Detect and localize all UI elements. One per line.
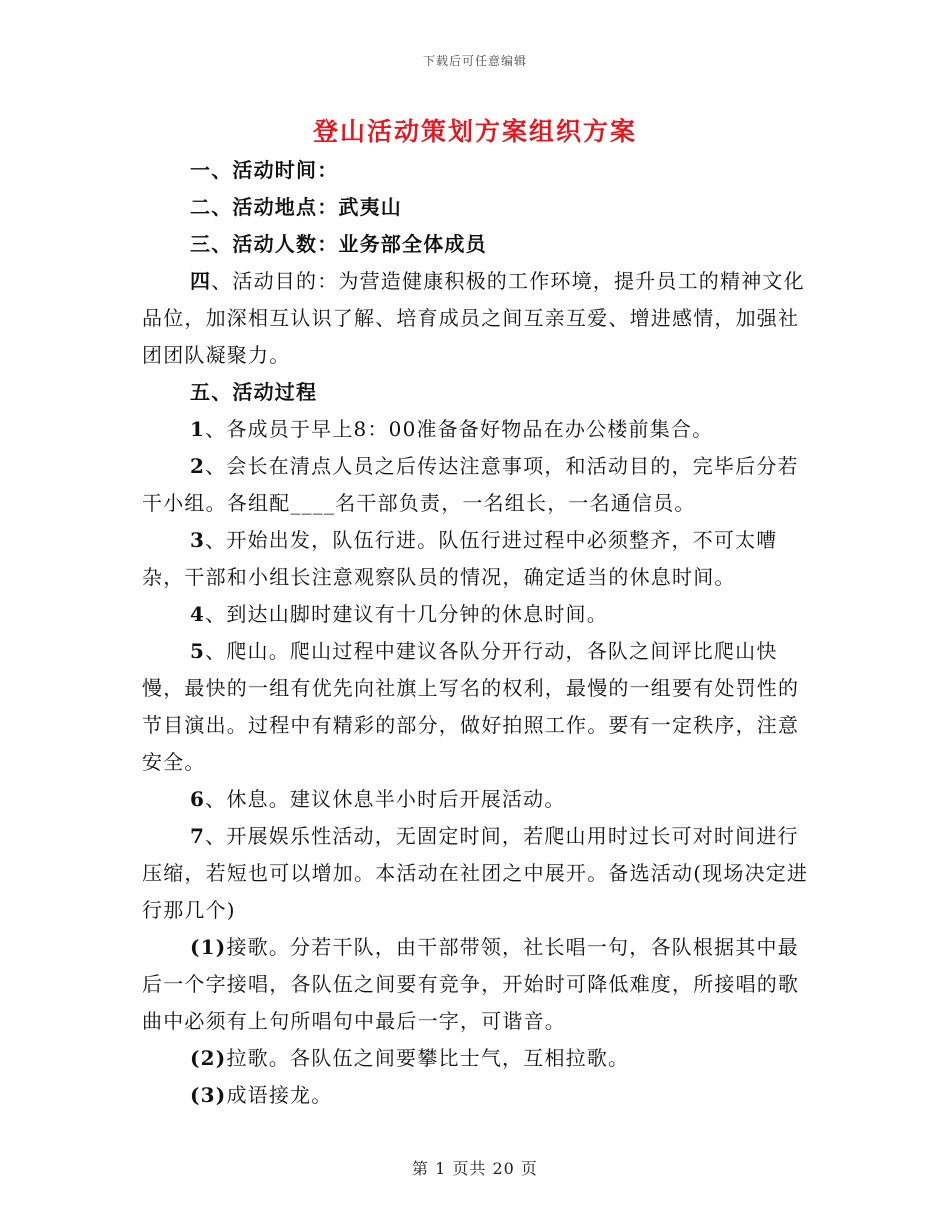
paragraph: 4、到达山脚时建议有十几分钟的休息时间。: [190, 602, 608, 626]
paragraph: 6、休息。建议休息半小时后开展活动。: [190, 787, 566, 811]
paragraph: 四、活动目的：为营造健康积极的工作环境，提升员工的精神文化品位，加深相互认识了解、培育成员之间互亲互爱、增进感情，加强社团团队凝聚力。: [142, 269, 805, 367]
paragraph: 三、活动人数：业务部全体成员: [190, 232, 487, 256]
paragraph: 5、爬山。爬山过程中建议各队分开行动，各队之间评比爬山快慢，最快的一组有优先向社旗上写名的权利，最慢的一组要有处罚性的节目演出。过程中有精彩的部分，做好拍照工作。要有一定秩序，注意安全。: [142, 639, 800, 774]
page-header: 下载后可任意编辑: [422, 54, 527, 68]
paragraph: 一、活动时间：: [190, 158, 339, 182]
paragraph: 2、会长在清点人员之后传达注意事项，和活动目的，完毕后分若干小组。各组配____名干部负责，一名组长，一名通信员。: [142, 454, 799, 515]
paragraph: (2)拉歌。各队伍之间要攀比士气，互相拉歌。: [190, 1046, 630, 1070]
document-body: [142, 152, 810, 1114]
paragraph: 五、活动过程: [190, 380, 318, 404]
paragraph: 1、各成员于早上8：00准备备好物品在办公楼前集合。: [190, 417, 714, 441]
paragraph: 7、开展娱乐性活动，无固定时间，若爬山用时过长可对时间进行压缩，若短也可以增加。本活动在社团之中展开。备选活动(现场决定进行那几个): [142, 824, 809, 922]
paragraph: 二、活动地点：武夷山: [190, 195, 402, 219]
document-title: 登山活动策划方案组织方案: [312, 117, 637, 146]
paragraph: (1)接歌。分若干队，由干部带领，社长唱一句，各队根据其中最后一个字接唱，各队伍之间要有竞争，开始时可降低难度，所接唱的歌曲中必须有上句所唱句中最后一字，可谐音。: [142, 935, 800, 1033]
paragraph: 3、开始出发，队伍行进。队伍行进过程中必须整齐，不可太嘈杂，干部和小组长注意观察队员的情况，确定适当的休息时间。: [142, 528, 778, 589]
paragraph: (3)成语接龙。: [190, 1083, 333, 1107]
page-footer: 第 1 页共 20 页: [412, 1159, 538, 1178]
